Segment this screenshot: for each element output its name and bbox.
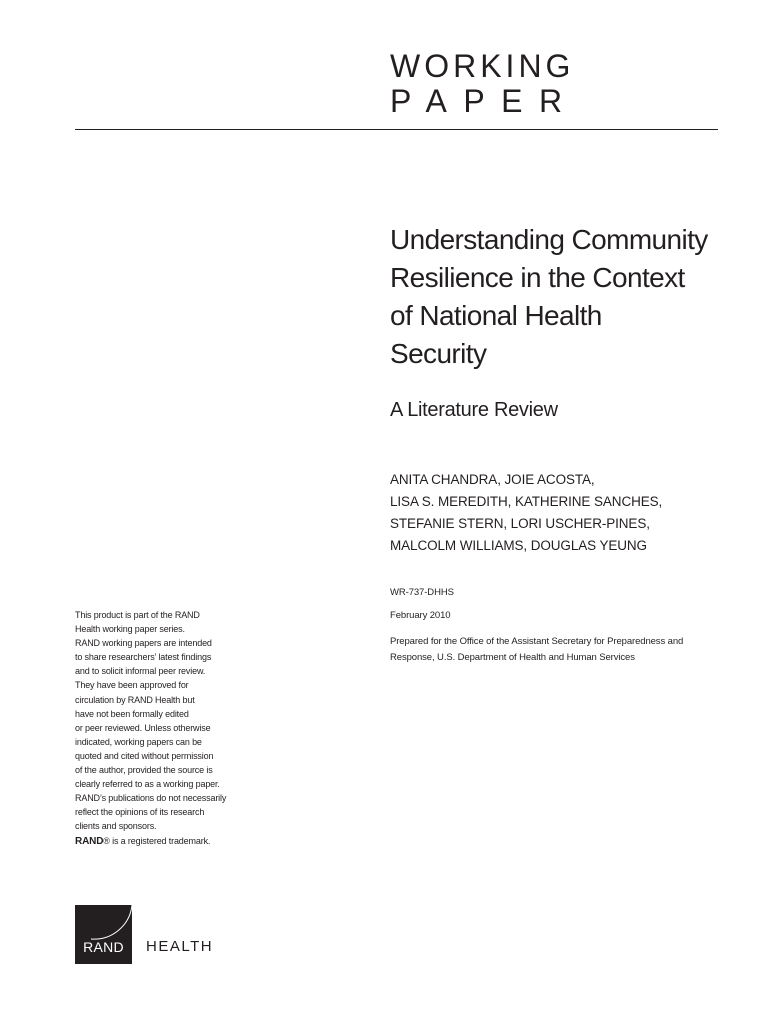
disclaimer-line: to share researchers’ latest findings — [75, 652, 212, 663]
disclaimer-line: RAND’s publications do not necessarily — [75, 793, 227, 804]
author-line: ANITA CHANDRA, JOIE ACOSTA, — [390, 472, 595, 487]
title-line: Understanding Community — [390, 224, 708, 255]
paper-heading: PAPER — [390, 83, 579, 119]
working-heading: WORKING — [390, 48, 575, 84]
author-line: LISA S. MEREDITH, KATHERINE SANCHES, — [390, 494, 663, 509]
rand-health-division: HEALTH — [146, 938, 214, 955]
prepared-for-statement — [390, 634, 683, 666]
title-line: Resilience in the Context — [390, 262, 685, 293]
rand-logo-text: RAND — [83, 939, 124, 955]
report-date: February 2010 — [390, 610, 451, 621]
title-line: Security — [390, 338, 487, 369]
rand-logo — [75, 905, 132, 964]
header-divider — [75, 129, 718, 130]
disclaimer-line: and to solicit informal peer review. — [75, 666, 206, 677]
disclaimer-line: This product is part of the RAND — [75, 610, 200, 620]
disclaimer-line: have not been formally edited — [75, 708, 189, 719]
author-list — [390, 469, 662, 557]
document-subtitle: A Literature Review — [390, 399, 558, 421]
document-title — [390, 221, 750, 373]
trademark-text: ® is a registered trademark. — [103, 835, 211, 846]
trademark-brand: RAND — [75, 835, 104, 847]
disclaimer-line: clients and sponsors. — [75, 821, 157, 832]
prepared-for-line: Prepared for the Office of the Assistant Secretary for Preparedness and — [390, 636, 684, 647]
prepared-for-line: Response, U.S. Department of Health and Human Services — [390, 652, 635, 663]
working-paper-disclaimer — [75, 608, 226, 849]
author-line: MALCOLM WILLIAMS, DOUGLAS YEUNG — [390, 538, 647, 553]
disclaimer-line: reflect the opinions of its research — [75, 807, 205, 818]
disclaimer-line: They have been approved for — [75, 680, 189, 691]
disclaimer-line: Health working paper series. — [75, 624, 185, 635]
disclaimer-line: circulation by RAND Health but — [75, 694, 195, 705]
author-line: STEFANIE STERN, LORI USCHER-PINES, — [390, 516, 650, 531]
disclaimer-line: quoted and cited without permission — [75, 750, 214, 761]
report-number: WR-737-DHHS — [390, 587, 454, 598]
disclaimer-line: RAND working papers are intended — [75, 638, 212, 649]
disclaimer-line: clearly referred to as a working paper. — [75, 779, 220, 790]
disclaimer-line: or peer reviewed. Unless otherwise — [75, 722, 211, 733]
title-line: of National Health — [390, 300, 602, 331]
rand-logo-arc-icon — [75, 905, 132, 964]
disclaimer-line: of the author, provided the source is — [75, 765, 213, 776]
disclaimer-line: indicated, working papers can be — [75, 736, 202, 747]
trademark-notice — [75, 834, 226, 849]
